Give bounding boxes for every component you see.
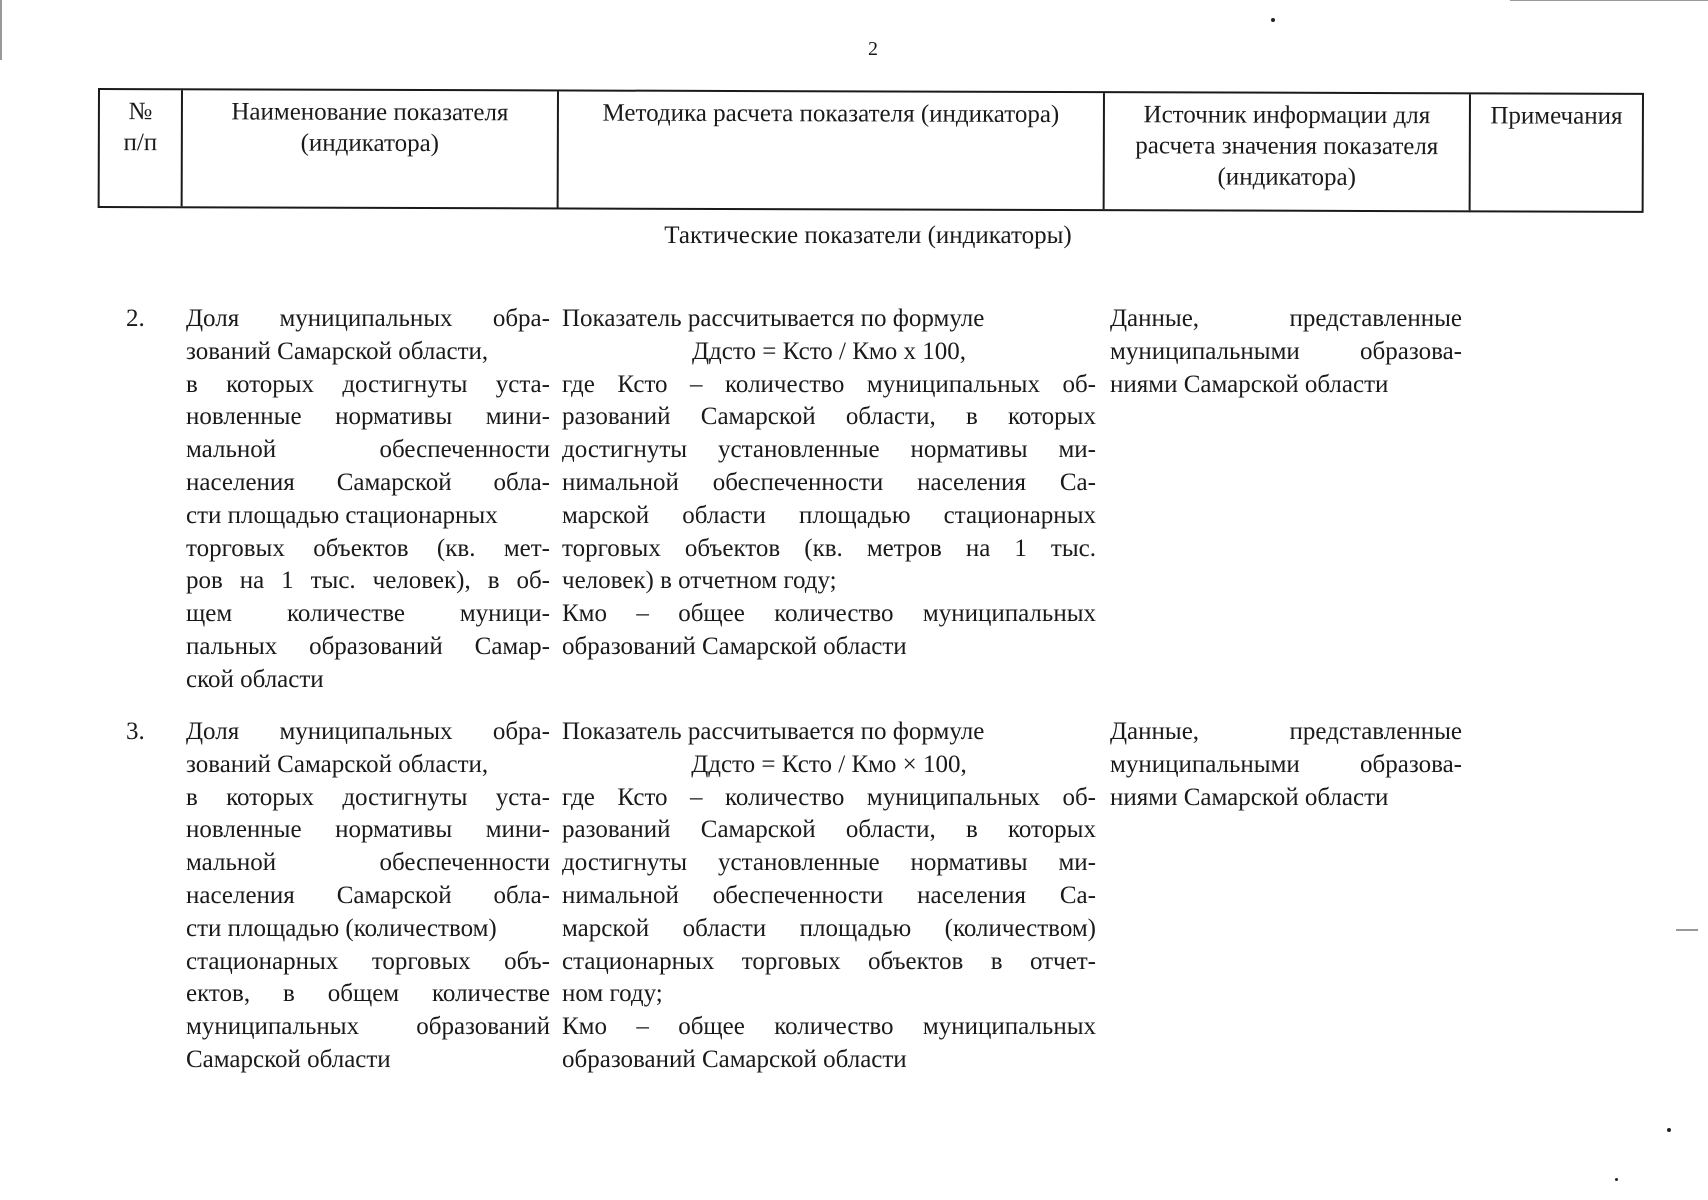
calculation-method xyxy=(562,716,1096,1077)
text-line: пальных образований Самар- xyxy=(186,632,550,660)
text-line: зований Самарской области, xyxy=(186,337,489,365)
scan-edge-mark xyxy=(0,0,2,60)
header-col-number: № п/п xyxy=(100,90,183,206)
text-line: марской области площадью стационарных xyxy=(562,501,1096,529)
text-line: Самарской области xyxy=(186,1045,391,1073)
row-number: 3. xyxy=(126,718,145,745)
header-col-information-source: Источник информации для расчета значения показателя (индикатора) xyxy=(1105,93,1471,210)
section-title: Тактические показатели (индикаторы) xyxy=(664,222,1072,249)
text-line: в которых достигнуты уста- xyxy=(186,370,550,398)
indicator-name xyxy=(186,303,550,697)
text-line: в которых достигнуты уста- xyxy=(186,783,550,811)
text-line: новленные нормативы мини- xyxy=(186,403,550,431)
text-line: где Ксто – количество муниципальных об- xyxy=(562,370,1096,398)
text-line: Кмо – общее количество муниципальных xyxy=(562,1013,1096,1041)
text-line: стационарных торговых объ- xyxy=(186,947,550,975)
text-line: щем количестве муници- xyxy=(186,600,550,628)
text-line: Кмо – общее количество муниципальных xyxy=(562,600,1096,628)
indicator-name xyxy=(186,716,550,1077)
text-line: разований Самарской области, в которых xyxy=(562,816,1096,844)
text-line: торговых объектов (кв. метров на 1 тыс. xyxy=(562,534,1096,562)
text-line: Данные, представленные xyxy=(1110,305,1462,332)
text-line: населения Самарской обла- xyxy=(186,468,550,496)
text-line: ниями Самарской области xyxy=(1110,370,1389,398)
text-line: человек) в отчетном году; xyxy=(562,567,837,595)
text-line: Доля муниципальных обра- xyxy=(186,305,550,332)
row-number: 2. xyxy=(126,305,145,332)
text-line: нимальной обеспеченности населения Са- xyxy=(562,468,1096,496)
text-line: муниципальными образова- xyxy=(1110,337,1462,365)
header-col-calculation-method: Методика расчета показателя (индикатора) xyxy=(559,91,1105,209)
text-line: мальной обеспеченности xyxy=(186,849,550,877)
text-line: образований Самарской области xyxy=(562,1045,907,1073)
text-line: сти площадью стационарных xyxy=(186,501,498,529)
text-line: Данные, представленные xyxy=(1110,718,1462,745)
text-line: ниями Самарской области xyxy=(1110,783,1389,811)
formula: Ддсто = Ксто / Кмо × 100, xyxy=(691,750,967,778)
text-line: новленные нормативы мини- xyxy=(186,816,550,844)
text-line: Показатель рассчитывается по формуле xyxy=(562,305,985,332)
text-line: Показатель рассчитывается по формуле xyxy=(562,718,985,745)
page-number: 2 xyxy=(868,38,878,60)
scan-speck xyxy=(1271,18,1275,22)
text-line: населения Самарской обла- xyxy=(186,881,550,909)
text-line: нимальной обеспеченности населения Са- xyxy=(562,881,1096,909)
header-col-indicator-name: Наименование показателя (индикатора) xyxy=(183,90,559,207)
information-source xyxy=(1110,716,1462,814)
text-line: стационарных торговых объектов в отчет- xyxy=(562,947,1096,975)
scan-edge-mark xyxy=(1676,929,1698,931)
indicator-table-header xyxy=(98,88,1644,213)
formula: Ддсто = Ксто / Кмо х 100, xyxy=(692,337,966,365)
text-line: Доля муниципальных обра- xyxy=(186,718,550,745)
scan-edge-mark xyxy=(1510,0,1708,1)
scan-speck xyxy=(1615,1178,1618,1181)
text-line: образований Самарской области xyxy=(562,632,907,660)
text-line: достигнуты установленные нормативы ми- xyxy=(562,436,1096,464)
text-line: ектов, в общем количестве xyxy=(186,980,550,1008)
text-line: муниципальными образова- xyxy=(1110,750,1462,778)
text-line: торговых объектов (кв. мет- xyxy=(186,534,550,562)
text-line: достигнуты установленные нормативы ми- xyxy=(562,849,1096,877)
text-line: ской области xyxy=(186,665,324,693)
text-line: мальной обеспеченности xyxy=(186,436,550,464)
header-col-notes: Примечания xyxy=(1490,102,1623,130)
text-line: зований Самарской области, xyxy=(186,750,489,778)
text-line: сти площадью (количеством) xyxy=(186,914,497,942)
text-line: муниципальных образований xyxy=(186,1013,550,1041)
text-line: марской области площадью (количеством) xyxy=(562,914,1096,942)
text-line: ном году; xyxy=(562,980,663,1008)
text-line: разований Самарской области, в которых xyxy=(562,403,1096,431)
calculation-method xyxy=(562,303,1096,664)
text-line: где Ксто – количество муниципальных об- xyxy=(562,783,1096,811)
scan-speck xyxy=(1667,1128,1671,1132)
text-line: ров на 1 тыс. человек), в об- xyxy=(186,567,550,595)
information-source xyxy=(1110,303,1462,401)
